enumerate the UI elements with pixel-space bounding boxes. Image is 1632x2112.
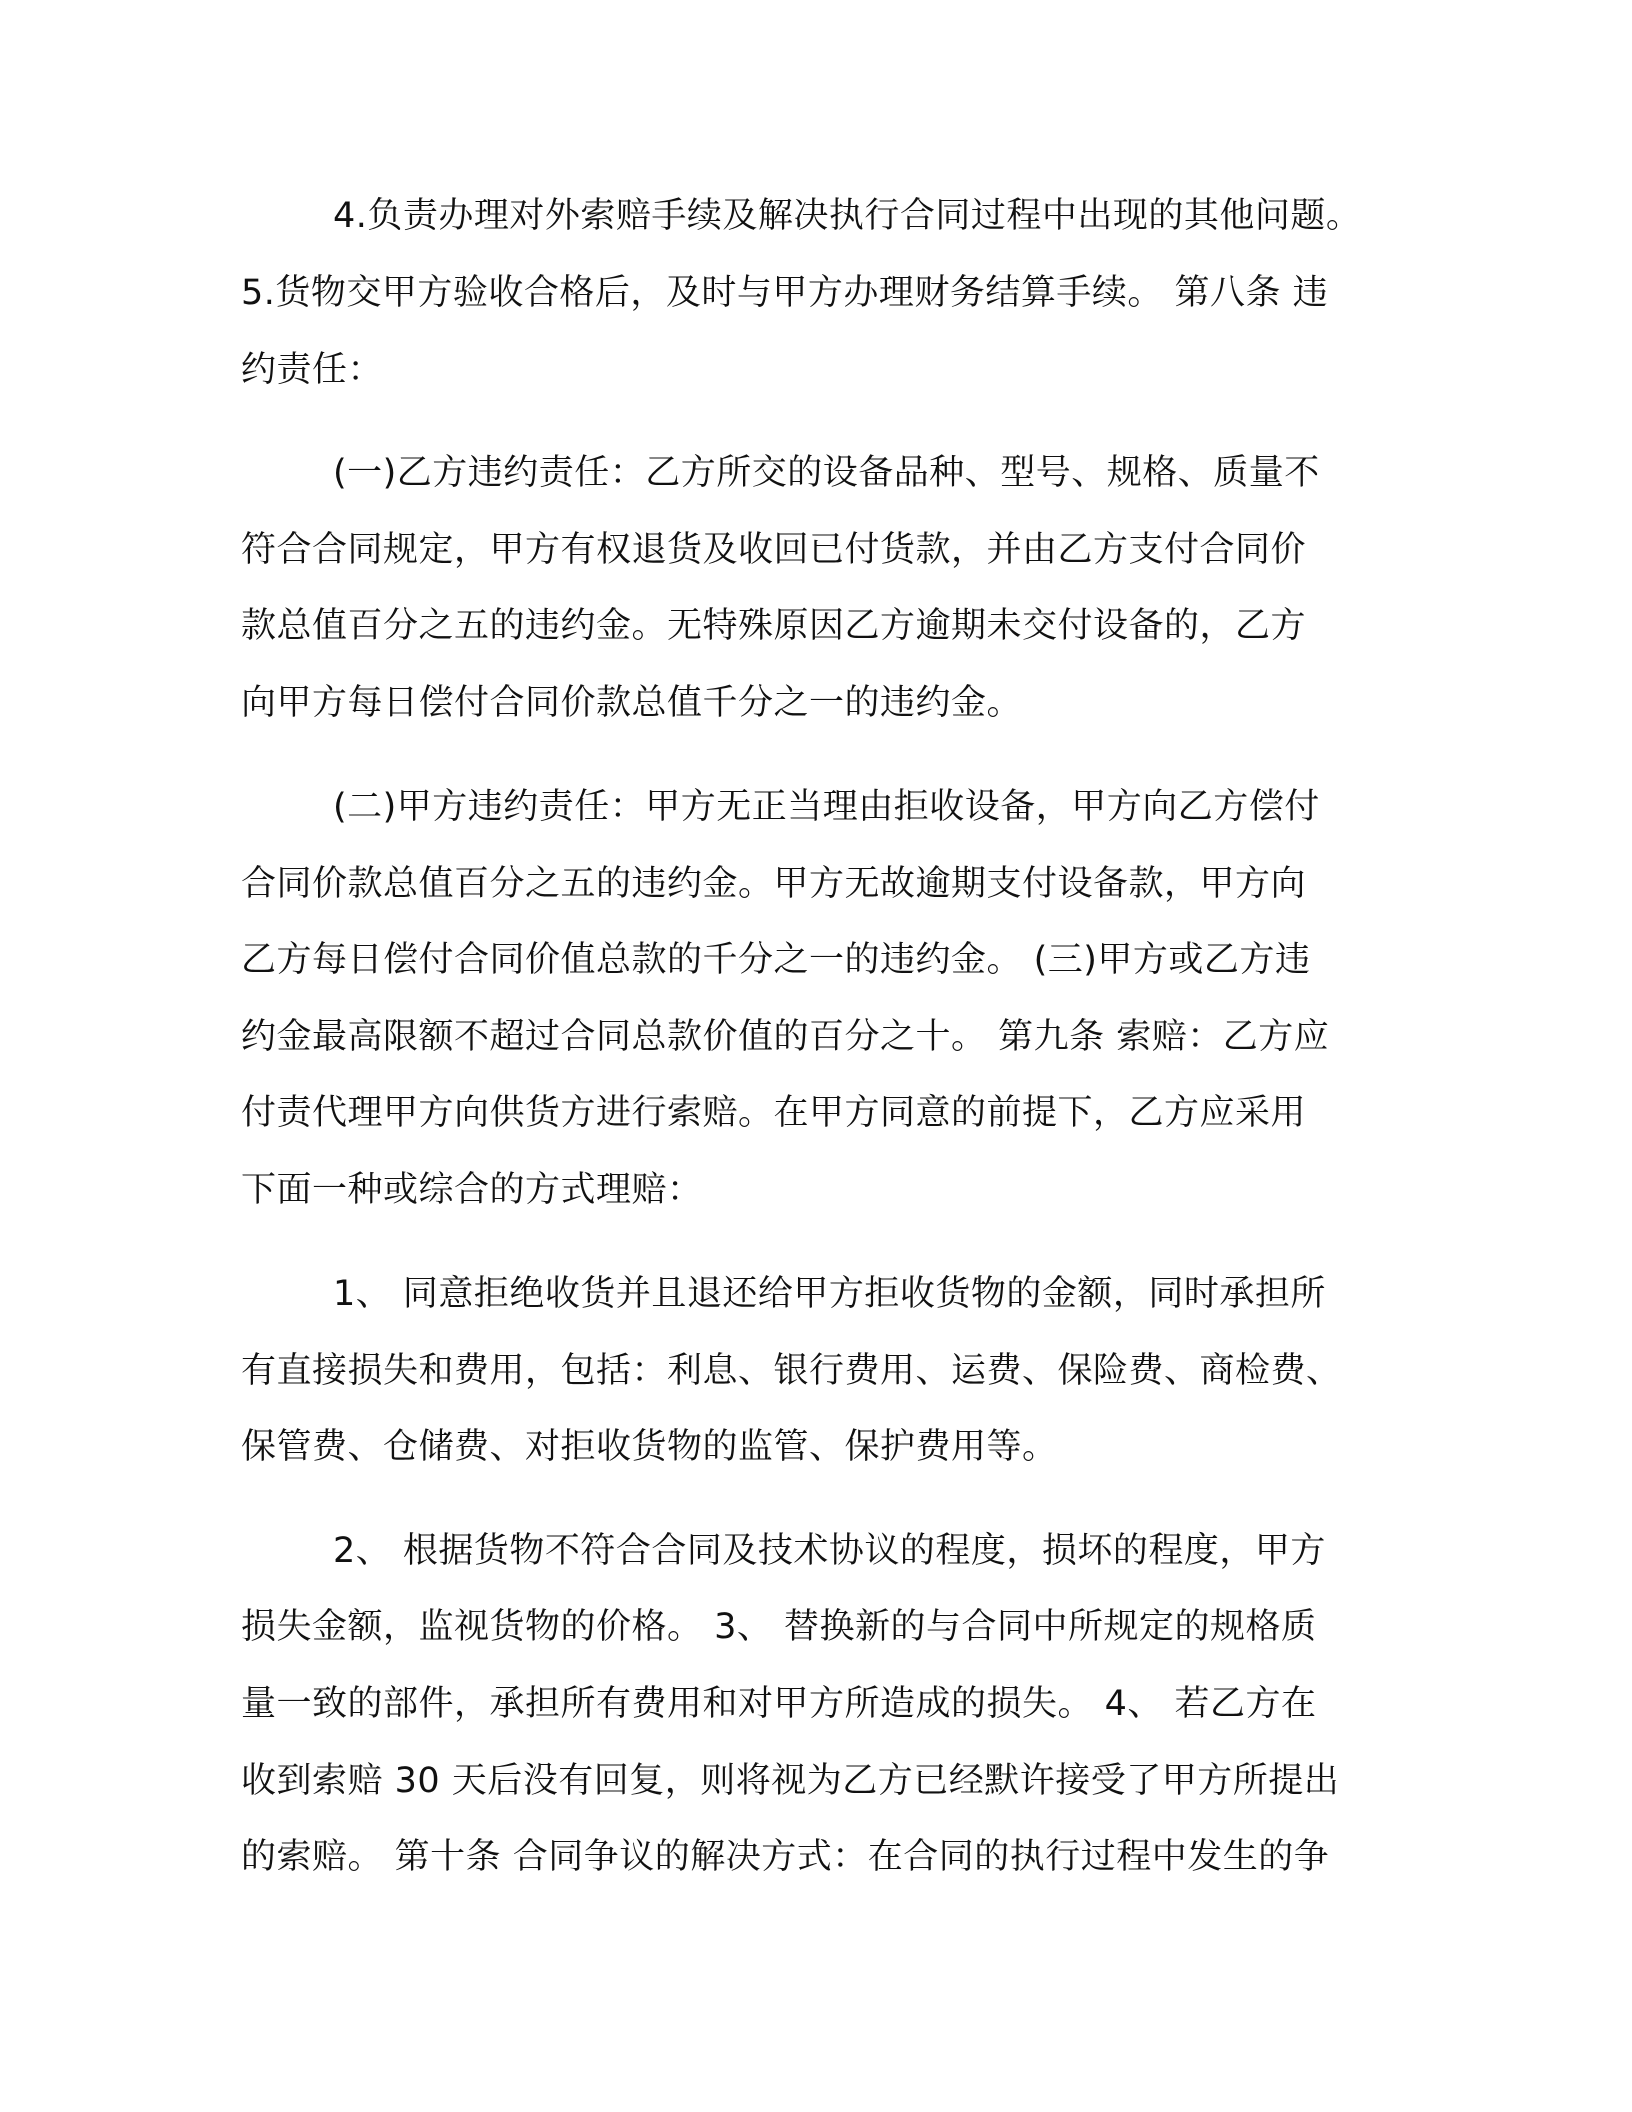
text-line: (二)甲方违约责任：甲方无正当理由拒收设备，甲方向乙方偿付 bbox=[333, 787, 1320, 827]
text-line: 约责任： bbox=[241, 350, 384, 390]
text-line: 下面一种或综合的方式理赔： bbox=[241, 1170, 703, 1210]
text-line: 2、 根据货物不符合合同及技术协议的程度，损坏的程度，甲方 bbox=[333, 1531, 1326, 1571]
text-line: 5.货物交甲方验收合格后，及时与甲方办理财务结算手续。 第八条 违 bbox=[241, 273, 1329, 313]
text-line: 付责代理甲方向供货方进行索赔。在甲方同意的前提下，乙方应采用 bbox=[241, 1093, 1307, 1133]
text-line: 量一致的部件，承担所有费用和对甲方所造成的损失。 4、 若乙方在 bbox=[241, 1684, 1317, 1724]
text-line: 符合合同规定，甲方有权退货及收回已付货款，并由乙方支付合同价 bbox=[241, 530, 1307, 570]
text-line: 4.负责办理对外索赔手续及解决执行合同过程中出现的其他问题。 bbox=[333, 196, 1362, 236]
text-line: 约金最高限额不超过合同总款价值的百分之十。 第九条 索赔：乙方应 bbox=[241, 1017, 1330, 1057]
text-line: (一)乙方违约责任：乙方所交的设备品种、型号、规格、质量不 bbox=[333, 453, 1320, 493]
text-line: 款总值百分之五的违约金。无特殊原因乙方逾期未交付设备的，乙方 bbox=[241, 606, 1307, 646]
text-line: 乙方每日偿付合同价值总款的千分之一的违约金。 (三)甲方或乙方违 bbox=[241, 940, 1311, 980]
text-line: 向甲方每日偿付合同价款总值千分之一的违约金。 bbox=[241, 683, 1023, 723]
text-line: 有直接损失和费用，包括：利息、银行费用、运费、保险费、商检费、 bbox=[241, 1351, 1342, 1391]
text-line: 损失金额，监视货物的价格。 3、 替换新的与合同中所规定的规格质 bbox=[241, 1607, 1317, 1647]
text-line: 1、 同意拒绝收货并且退还给甲方拒收货物的金额，同时承担所 bbox=[333, 1274, 1326, 1314]
text-line: 收到索赔 30 天后没有回复，则将视为乙方已经默许接受了甲方所提出 bbox=[241, 1761, 1340, 1801]
text-line: 保管费、仓储费、对拒收货物的监管、保护费用等。 bbox=[241, 1427, 1058, 1467]
text-line: 合同价款总值百分之五的违约金。甲方无故逾期支付设备款，甲方向 bbox=[241, 864, 1307, 904]
text-line: 的索赔。 第十条 合同争议的解决方式：在合同的执行过程中发生的争 bbox=[241, 1837, 1330, 1877]
